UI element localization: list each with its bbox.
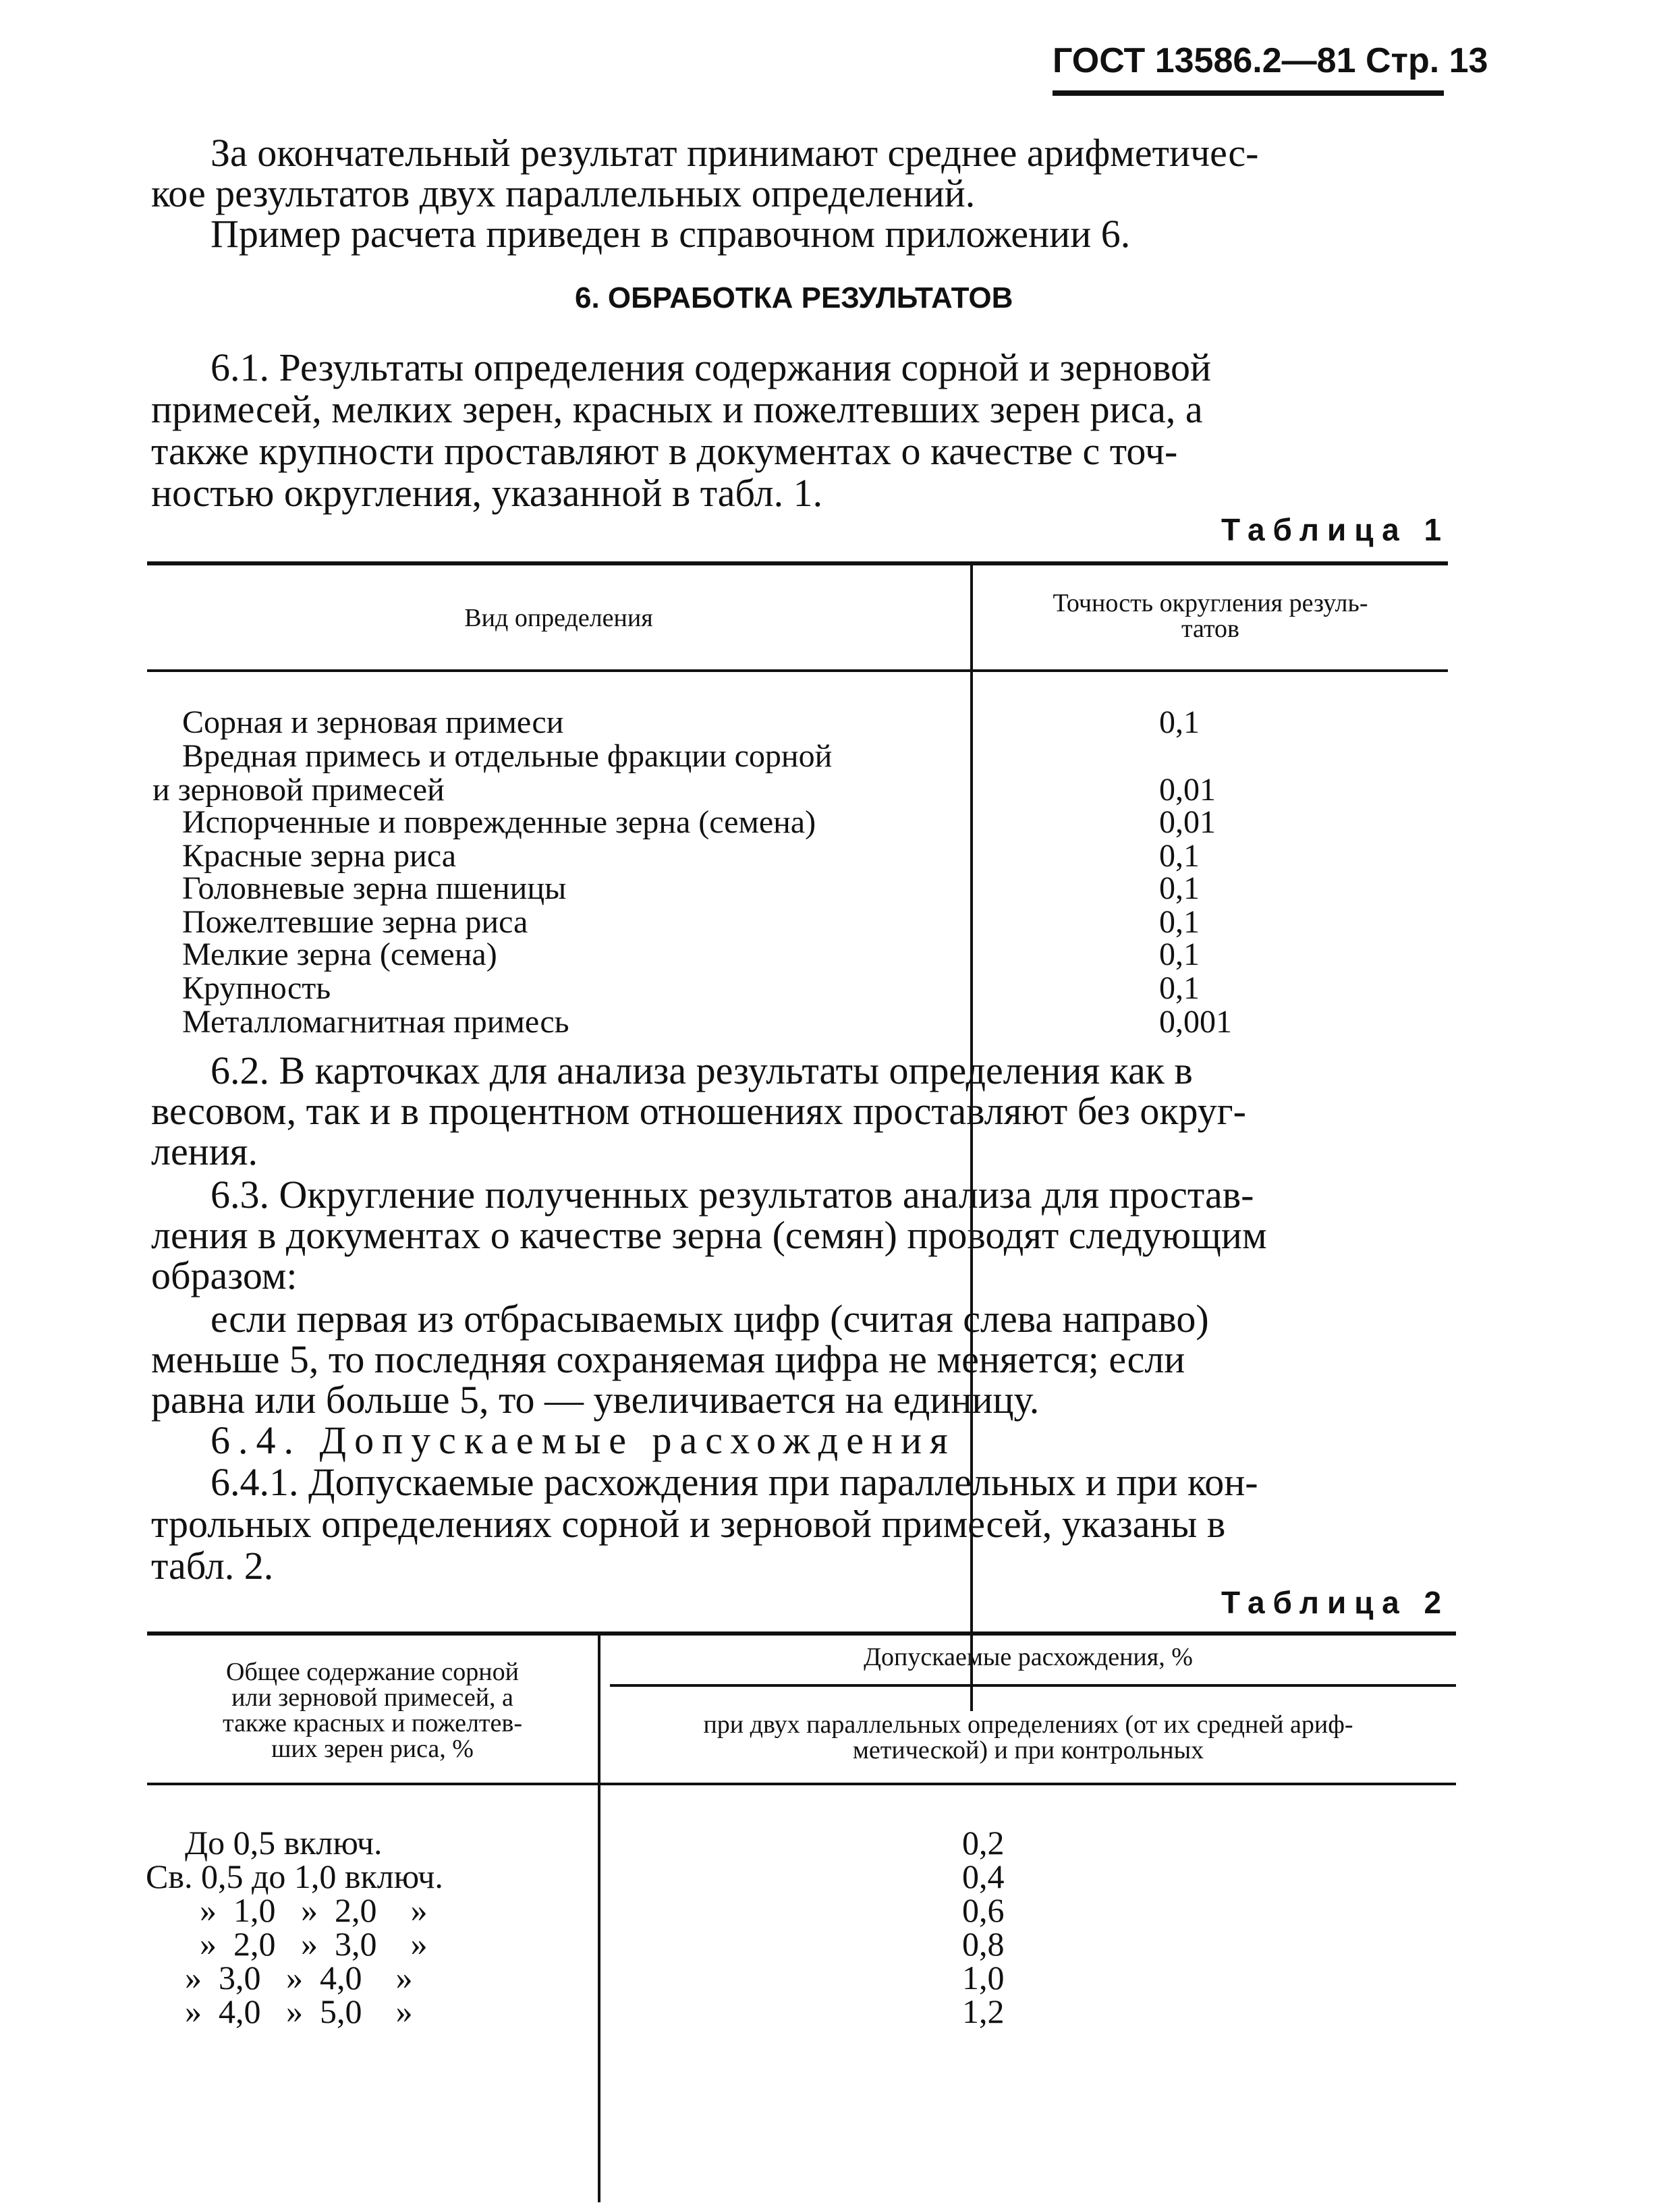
intro-line-2: кое результатов двух параллельных определений. xyxy=(151,171,976,215)
table1-header-left: Вид определения xyxy=(464,604,653,632)
table-row-name: Крупность xyxy=(182,970,331,1006)
p62-line-3: ления. xyxy=(151,1129,258,1173)
table-row-range: Св. 0,5 до 1,0 включ. xyxy=(146,1858,443,1895)
table-row-range: » 3,0 » 4,0 » xyxy=(185,1959,413,1997)
table2-left-header-line-4: ших зерен риса, % xyxy=(271,1735,474,1763)
p61-line-2: примесей, мелких зерен, красных и пожелтевших зерен риса, а xyxy=(151,387,1203,431)
p62-line-1: 6.2. В карточках для анализа результаты определения как в xyxy=(211,1049,1193,1092)
table-row-value: 0,6 xyxy=(962,1891,1005,1929)
table-row-value: 0,1 xyxy=(1159,937,1200,972)
p63-line-1: 6.3. Округление полученных результатов анализа для простав- xyxy=(211,1173,1254,1217)
table-row-value: 0,1 xyxy=(1159,904,1200,940)
table1-header-rule xyxy=(147,669,1448,672)
table2-right-header-sub-line-2: метической) и при контрольных xyxy=(852,1736,1204,1764)
p61-line-1: 6.1. Результаты определения содержания сорной и зерновой xyxy=(211,345,1212,389)
table-row-name: Испорченные и поврежденные зерна (семена) xyxy=(182,804,816,840)
table-row-value: 0,01 xyxy=(1159,772,1216,808)
table-row-name: Мелкие зерна (семена) xyxy=(182,937,497,972)
table2-top-rule xyxy=(147,1631,1456,1636)
p641-line-2: трольных определениях сорной и зерновой примесей, указаны в xyxy=(151,1502,1226,1546)
table-row-range: » 1,0 » 2,0 » xyxy=(200,1891,428,1929)
table-row-value: 0,4 xyxy=(962,1858,1005,1895)
p64-heading: 6.4. Допускаемые расхождения xyxy=(211,1418,956,1462)
table-row-name: Сорная и зерновая примеси xyxy=(182,704,564,740)
p641-line-3: табл. 2. xyxy=(151,1544,274,1588)
p61-line-3: также крупности проставляют в документах о качестве с точ- xyxy=(151,429,1178,473)
table-row-value: 0,001 xyxy=(1159,1004,1232,1040)
table-row-value: 0,8 xyxy=(962,1925,1005,1963)
running-head-rule xyxy=(1053,90,1444,96)
table2-right-header-rule xyxy=(610,1684,1456,1687)
p63-line-4: если первая из отбрасываемых цифр (считая слева направо) xyxy=(211,1297,1209,1341)
table2-header-rule xyxy=(147,1783,1456,1785)
p63-line-6: равна или больше 5, то — увеличивается на единицу. xyxy=(151,1378,1040,1422)
table-row-value: 0,1 xyxy=(1159,838,1200,874)
table-row-value: 0,2 xyxy=(962,1824,1005,1862)
table2-left-header-line-1: Общее содержание сорной xyxy=(226,1658,519,1686)
intro-line-3: Пример расчета приведен в справочном приложении 6. xyxy=(211,212,1131,256)
table-row-value: 0,1 xyxy=(1159,704,1200,740)
section-heading: 6. ОБРАБОТКА РЕЗУЛЬТАТОВ xyxy=(575,281,1013,314)
table-row-value: 0,01 xyxy=(1159,804,1216,840)
table-row-value: 1,0 xyxy=(962,1959,1005,1997)
table2-right-header-sub-line-1: при двух параллельных определениях (от их средней ариф- xyxy=(703,1710,1353,1739)
p641-line-1: 6.4.1. Допускаемые расхождения при параллельных и при кон- xyxy=(211,1460,1258,1504)
table-row-name: и зерновой примесей xyxy=(152,772,445,808)
table2-left-header-line-2: или зерновой примесей, а xyxy=(231,1683,513,1712)
table-row-range: До 0,5 включ. xyxy=(185,1824,383,1862)
table-row-value: 0,1 xyxy=(1159,970,1200,1006)
p62-line-2: весовом, так и в процентном отношениях проставляют без округ- xyxy=(151,1089,1246,1133)
table1-top-rule xyxy=(147,561,1448,565)
table-row-range: » 4,0 » 5,0 » xyxy=(185,1992,413,2030)
p61-line-4: ностью округления, указанной в табл. 1. xyxy=(151,471,823,515)
p63-line-3: образом: xyxy=(151,1254,298,1297)
table2-caption: Таблица 2 xyxy=(1221,1585,1450,1620)
table-row-range: » 2,0 » 3,0 » xyxy=(200,1925,428,1963)
table-row-value: 1,2 xyxy=(962,1992,1005,2030)
intro-line-1: За окончательный результат принимают среднее арифметичес- xyxy=(211,131,1259,175)
table-row-name: Металломагнитная примесь xyxy=(182,1004,569,1040)
table-row-name: Пожелтевшие зерна риса xyxy=(182,904,528,940)
table2-right-header-top: Допускаемые расхождения, % xyxy=(864,1643,1193,1671)
table2-left-header-line-3: также красных и пожелтев- xyxy=(223,1709,522,1737)
p63-line-5: меньше 5, то последняя сохраняемая цифра не меняется; если xyxy=(151,1337,1185,1381)
table1-header-right-line-1: Точность округления резуль- xyxy=(1053,589,1368,617)
table1-header-right-line-2: татов xyxy=(1181,615,1239,643)
p63-line-2: ления в документах о качестве зерна (семян) проводят следующим xyxy=(151,1213,1267,1257)
table-row-name: Вредная примесь и отдельные фракции сорной xyxy=(182,738,833,774)
running-head: ГОСТ 13586.2—81 Стр. 13 xyxy=(1053,41,1488,80)
table-row-name: Красные зерна риса xyxy=(182,838,457,874)
table-row-name: Головневые зерна пшеницы xyxy=(182,870,567,906)
table1-caption: Таблица 1 xyxy=(1221,512,1450,547)
table-row-value: 0,1 xyxy=(1159,870,1200,906)
